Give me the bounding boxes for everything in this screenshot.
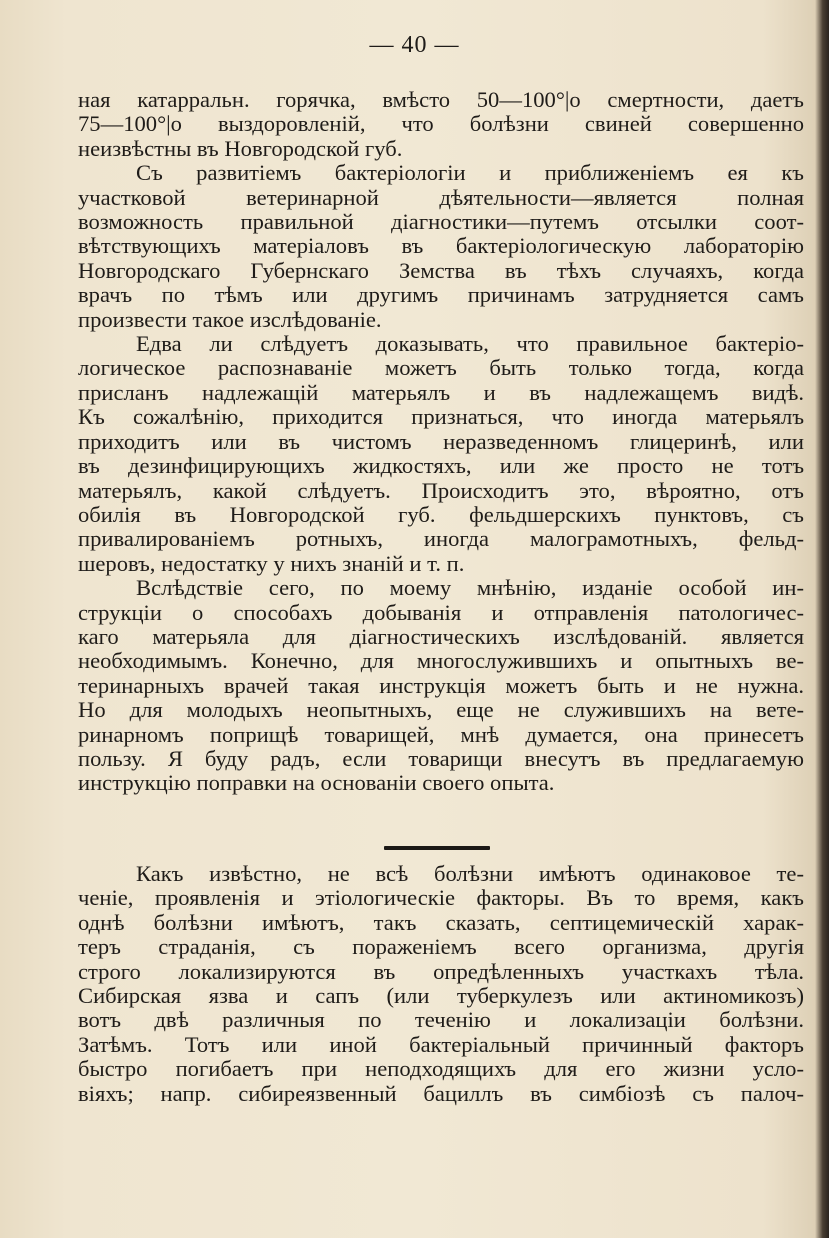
text-line: строго локализируются въ опредѣленныхъ участкахъ тѣла. — [78, 958, 804, 984]
text-line: вѣтствующихъ матеріаловъ въ бактеріологическую лабораторію — [78, 233, 804, 259]
text-line: 75—100°|о выздоровленій, что болѣзни свиней совершенно — [78, 111, 804, 137]
text-line: присланъ надлежащій матерьялъ и въ надлежащемъ видѣ. — [78, 379, 804, 405]
text-line: инструкцію поправки на основаніи своего опыта. — [78, 770, 555, 796]
text-line: каго матерьяла для діагностическихъ изслѣдованій. является — [78, 623, 804, 649]
text-line: быстро погибаетъ при неподходящихъ для его жизни усло- — [78, 1056, 804, 1082]
text-line: Какъ извѣстно, не всѣ болѣзни имѣютъ одинаковое те- — [136, 861, 804, 886]
text-line: врачъ по тѣмъ или другимъ причинамъ затрудняется самъ — [78, 282, 804, 308]
text-line: теринарныхъ врачей такая инструкція можетъ быть и не нужна. — [78, 672, 804, 698]
text-line: ченіе, проявленія и этіологическіе факторы. Въ то время, какъ — [78, 885, 804, 911]
text-line: Вслѣдствіе сего, по моему мнѣнію, изданіе особой ин- — [136, 575, 804, 601]
text-line: въ дезинфицирующихъ жидкостяхъ, или же просто не тотъ — [78, 453, 804, 479]
text-line: приходитъ или въ чистомъ неразведенномъ глицеринѣ, или — [78, 428, 804, 454]
text-line: віяхъ; напр. сибиреязвенный бациллъ въ симбіозѣ съ палоч- — [78, 1080, 804, 1106]
text-line: матерьялъ, какой слѣдуетъ. Происходитъ это, вѣроятно, отъ — [78, 477, 804, 503]
paragraphs-top — [78, 88, 804, 796]
text-line: произвести такое изслѣдованіе. — [78, 306, 382, 332]
text-line: пользу. Я буду радъ, если товарищи внесутъ въ предлагаемую — [78, 745, 804, 771]
text-line: обилія въ Новгородской губ. фельдшерскихъ пунктовъ, съ — [78, 501, 804, 527]
text-line: неизвѣстны въ Новгородской губ. — [78, 135, 403, 161]
text-line: Затѣмъ. Тотъ или иной бактеріальный причинный факторъ — [78, 1031, 804, 1057]
page-number: — 40 — — [369, 32, 460, 58]
text-line: Къ сожалѣнію, приходится признаться, что иногда матерьялъ — [78, 404, 804, 430]
paragraphs-bottom — [78, 862, 804, 1106]
text-line: привалированіемъ ротныхъ, иногда малограмотныхъ, фельд- — [78, 526, 804, 552]
text-line: Сибирская язва и сапъ (или туберкулезъ или актиномикозъ) — [78, 983, 804, 1009]
section-divider — [384, 846, 490, 850]
text-line: ная катарральн. горячка, вмѣсто 50—100°|о смертности, даетъ — [78, 87, 804, 112]
text-line: логическое распознаваніе можетъ быть только тогда, когда — [78, 355, 804, 381]
text-line: Съ развитіемъ бактеріологіи и приближеніемъ ея къ — [136, 160, 804, 186]
text-line: шеровъ, недостатку у нихъ знаній и т. п. — [78, 550, 465, 576]
text-line: участковой ветеринарной дѣятельности—является полная — [78, 184, 804, 210]
text-line: вотъ двѣ различныя по теченію и локализаціи болѣзни. — [78, 1007, 804, 1033]
text-line: Новгородскаго Губернскаго Земства въ тѣхъ случаяхъ, когда — [78, 257, 804, 283]
text-line: струкціи о способахъ добыванія и отправленія патологичес- — [78, 599, 804, 625]
text-line: возможность правильной діагностики—путемъ отсылки соот- — [78, 209, 804, 235]
text-line: ринарномъ поприщѣ товарищей, мнѣ думается, она принесетъ — [78, 721, 804, 747]
page-binding-edge — [815, 0, 829, 1238]
text-line: Едва ли слѣдуетъ доказывать, что правильное бактеріо- — [136, 331, 804, 357]
text-line: Но для молодыхъ неопытныхъ, еще не служившихъ на вете- — [78, 697, 804, 723]
text-line: однѣ болѣзни имѣютъ, такъ сказать, септицемическій харак- — [78, 909, 804, 935]
text-line: теръ страданія, съ пораженіемъ всего организма, другія — [78, 934, 804, 960]
text-line: необходимымъ. Конечно, для многослужившихъ и опытныхъ ве- — [78, 648, 804, 674]
